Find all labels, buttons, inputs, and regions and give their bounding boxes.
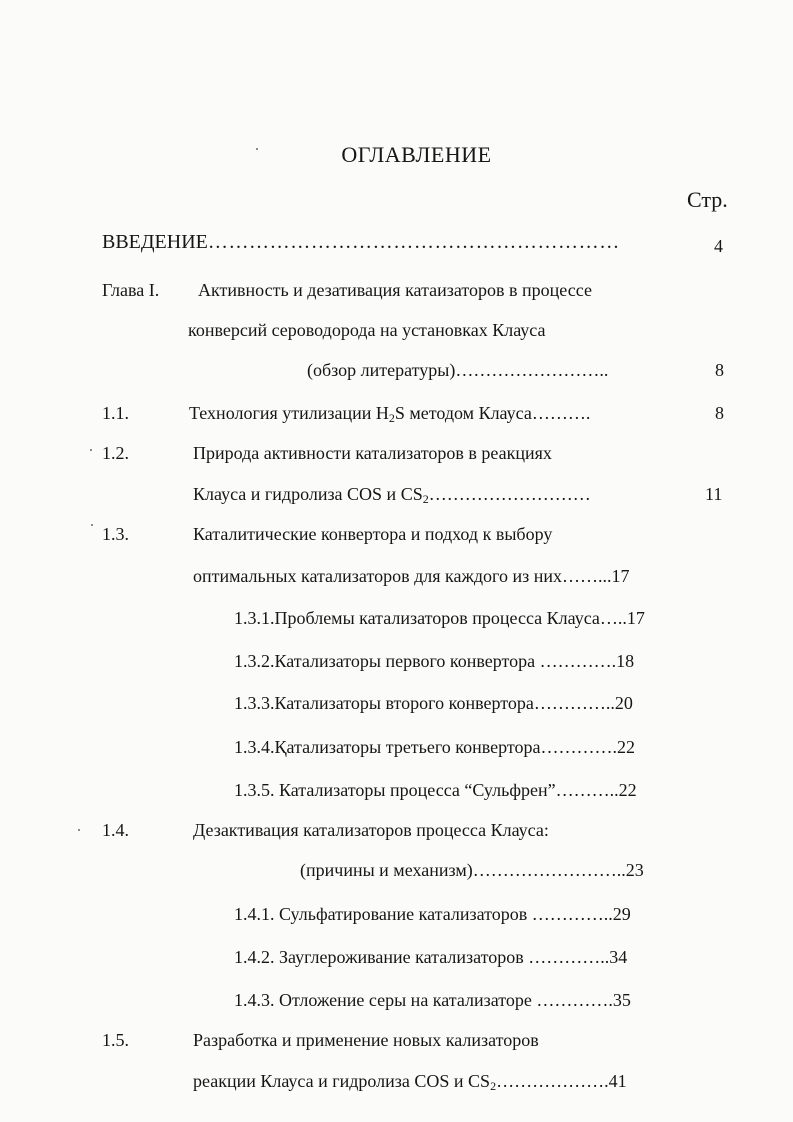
scan-speck [78, 829, 80, 831]
section-1-2-page: 11 [705, 484, 723, 504]
subsection-1-3-3: 1.3.3.Катализаторы второго конвертора…………..20 [234, 693, 633, 713]
page-column-label: Стр. [687, 187, 728, 212]
section-1-1-text-a: Технология утилизации H [189, 403, 389, 423]
subscript: 2 [422, 492, 429, 506]
subsection-1-4-2: 1.4.2. Зауглероживание катализаторов …………..34 [234, 947, 628, 967]
intro-label: ВВЕДЕНИЕ [102, 231, 208, 253]
section-1-1-title [189, 403, 590, 426]
scan-speck [91, 524, 93, 526]
subscript: 2 [388, 411, 395, 425]
section-1-3-number: 1.3. [102, 524, 129, 544]
section-1-1-text-b: S методом Клауса………. [394, 403, 591, 423]
section-1-3-title-line2: оптимальных катализаторов для каждого из них……...17 [193, 566, 630, 586]
section-1-2-title-line1: Природа активности катализаторов в реакциях [193, 443, 552, 463]
intro-dots: …………………………………………………… [207, 231, 620, 253]
section-1-4-number: 1.4. [102, 820, 129, 840]
section-1-2-number: 1.2. [102, 443, 129, 463]
section-1-1-page: 8 [715, 403, 724, 423]
page-title: ОГЛАВЛЕНИЕ [341, 142, 492, 167]
subsection-1-3-4: 1.3.4.Қатализаторы третьего конвертора………….22 [234, 737, 636, 757]
subsection-1-3-1: 1.3.1.Проблемы катализаторов процесса Клауса…..17 [234, 608, 645, 628]
section-1-2-text-a: Клауса и гидролиза COS и CS [193, 484, 423, 504]
section-1-5-title-line2 [193, 1071, 627, 1094]
section-1-5-dots: ……………….41 [496, 1071, 627, 1091]
section-1-2-title-line2 [193, 484, 591, 507]
chapter-1-title-line3: (обзор литературы)…………………….. [307, 360, 609, 380]
subsection-1-3-5: 1.3.5. Катализаторы процесса “Сульфрен”………..22 [234, 780, 637, 800]
subsection-1-4-1: 1.4.1. Сульфатирование катализаторов …………..29 [234, 904, 631, 924]
subsection-1-3-2: 1.3.2.Катализаторы первого конвертора ………….18 [234, 651, 635, 671]
chapter-1-label: Глава I. [102, 280, 160, 300]
intro-page: 4 [714, 236, 723, 256]
chapter-1-title-line1: Активность и дезативация катаизаторов в процессе [198, 280, 592, 300]
chapter-1-title-line2: конверсий сероводорода на установках Клауса [188, 320, 546, 340]
section-1-1-number: 1.1. [102, 403, 129, 423]
section-1-5-text-a: реакции Клауса и гидролиза COS и CS [193, 1071, 491, 1091]
section-1-2-dots: ……………………… [428, 484, 591, 504]
subscript: 2 [490, 1079, 497, 1093]
chapter-1-page: 8 [715, 360, 724, 380]
toc-entry-intro [102, 231, 620, 254]
scan-speck [90, 449, 92, 451]
section-1-3-title-line1: Каталитические конвертора и подход к выбору [193, 524, 553, 544]
scan-speck [256, 148, 258, 150]
subsection-1-4-3: 1.4.3. Отложение серы на катализаторе ………….35 [234, 990, 631, 1010]
section-1-5-title-line1: Разработка и применение новых кализаторов [193, 1030, 539, 1050]
section-1-4-title-line1: Дезактивация катализаторов процесса Клауса: [193, 820, 549, 840]
section-1-4-title-line2: (причины и механизм)……………………..23 [300, 860, 644, 880]
section-1-5-number: 1.5. [102, 1030, 129, 1050]
